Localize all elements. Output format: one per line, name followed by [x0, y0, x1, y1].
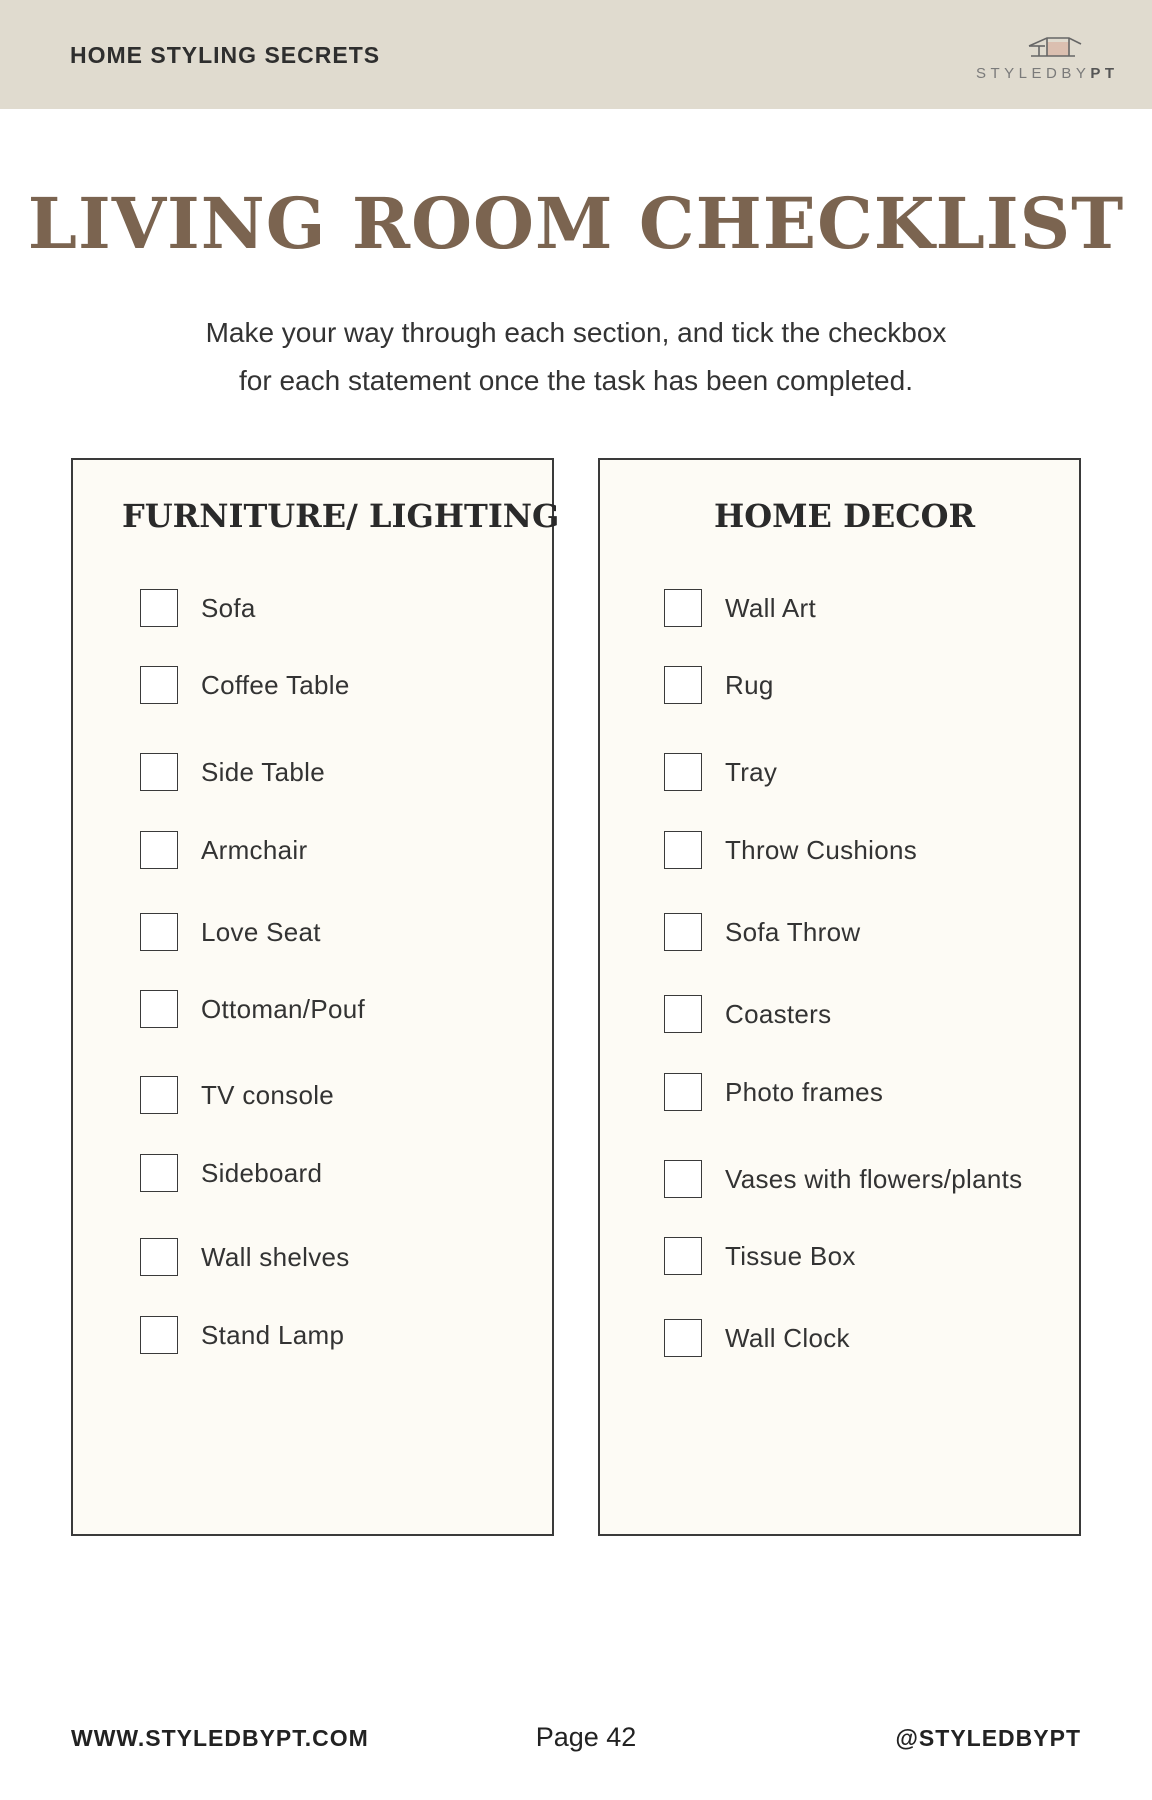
checkbox[interactable] — [140, 589, 178, 627]
checklist-item-label: Wall Art — [725, 593, 817, 623]
brand-logo[interactable] — [970, 30, 1140, 90]
checklist-item-label: Sideboard — [201, 1158, 323, 1188]
checkbox[interactable] — [664, 666, 702, 704]
checklist-item-label: Stand Lamp — [201, 1320, 345, 1350]
checklist-item-label: Tissue Box — [725, 1241, 856, 1271]
checkbox[interactable] — [664, 753, 702, 791]
checklist-item-label: Wall Clock — [725, 1323, 850, 1353]
footer-website-link[interactable]: WWW.STYLEDBYPT.COM — [71, 1725, 369, 1751]
checklist-item-label: Armchair — [201, 835, 308, 865]
checkbox[interactable] — [664, 1160, 702, 1198]
checkbox[interactable] — [664, 1319, 702, 1357]
checklist-item-label: Vases with flowers/plants — [725, 1164, 1023, 1194]
checklist-item-label: Photo frames — [725, 1077, 884, 1107]
checklist-item-label: Coasters — [725, 999, 832, 1029]
checkbox[interactable] — [664, 1237, 702, 1275]
checklist-item-label: Love Seat — [201, 917, 321, 947]
checkbox[interactable] — [140, 913, 178, 951]
checklist-item-label: Throw Cushions — [725, 835, 918, 865]
checklist-item-label: Ottoman/Pouf — [201, 994, 366, 1024]
intro-line-1: Make your way through each section, and tick the checkbox — [205, 317, 947, 348]
checklist-item-label: Sofa Throw — [725, 917, 861, 947]
checkbox[interactable] — [664, 1073, 702, 1111]
furniture-lighting-panel — [71, 458, 560, 1536]
logo-text — [976, 65, 1119, 82]
checkbox[interactable] — [140, 1238, 178, 1276]
page-header — [0, 0, 1152, 109]
furniture-panel-title: FURNITURE/ LIGHTING — [122, 497, 560, 535]
checklist-item-label: Side Table — [201, 757, 325, 787]
checklist-item-label: Tray — [725, 757, 778, 787]
footer-social-handle[interactable]: @STYLEDBYPT — [895, 1725, 1081, 1751]
checkbox[interactable] — [140, 831, 178, 869]
checkbox[interactable] — [664, 831, 702, 869]
logo-text-bold: PT — [1090, 65, 1119, 82]
logo-text-light: STYLEDBY — [976, 65, 1091, 82]
header-title: HOME STYLING SECRETS — [70, 42, 381, 68]
checklist-item-label: Rug — [725, 670, 774, 700]
checkbox[interactable] — [140, 1076, 178, 1114]
intro-text — [126, 309, 1026, 405]
intro-line-2: for each statement once the task has been completed. — [239, 365, 913, 396]
home-decor-panel — [598, 458, 1081, 1536]
page-number: Page 42 — [535, 1722, 637, 1752]
house-outline-icon — [1025, 34, 1085, 60]
checklist-item-label: Sofa — [201, 593, 256, 623]
checklist-item-label: Wall shelves — [201, 1242, 350, 1272]
decor-panel-title: HOME DECOR — [714, 497, 976, 535]
checkbox[interactable] — [140, 1154, 178, 1192]
checkbox[interactable] — [664, 589, 702, 627]
checkbox[interactable] — [140, 666, 178, 704]
checklist-item-label: TV console — [201, 1080, 335, 1110]
checkbox[interactable] — [140, 990, 178, 1028]
page-title: LIVING ROOM CHECKLIST — [27, 182, 1125, 265]
checklist-item-label: Coffee Table — [201, 670, 350, 700]
checkbox[interactable] — [664, 913, 702, 951]
checkbox[interactable] — [664, 995, 702, 1033]
checkbox[interactable] — [140, 1316, 178, 1354]
checkbox[interactable] — [140, 753, 178, 791]
